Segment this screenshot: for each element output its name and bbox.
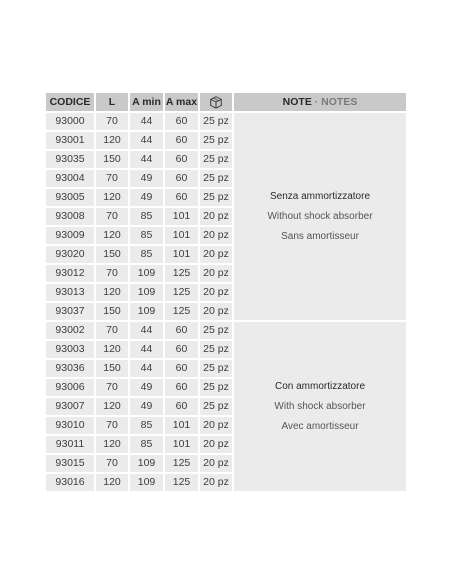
a-max-cell: 125 bbox=[165, 284, 200, 303]
a-max-cell: 60 bbox=[165, 170, 200, 189]
code-cell: 93037 bbox=[46, 303, 96, 322]
a-min-cell: 109 bbox=[130, 284, 165, 303]
length-cell: 120 bbox=[96, 341, 130, 360]
length-cell: 70 bbox=[96, 379, 130, 398]
table-body bbox=[46, 113, 406, 493]
a-max-cell: 101 bbox=[165, 227, 200, 246]
box-icon bbox=[209, 95, 223, 109]
a-max-cell: 101 bbox=[165, 208, 200, 227]
a-max-cell: 125 bbox=[165, 303, 200, 322]
a-min-cell: 85 bbox=[130, 208, 165, 227]
package-cell: 25 pz bbox=[200, 379, 234, 398]
a-min-cell: 49 bbox=[130, 379, 165, 398]
note-line: Con ammortizzatore bbox=[274, 380, 366, 392]
note-line: With shock absorber bbox=[274, 400, 366, 412]
a-max-cell: 60 bbox=[165, 113, 200, 132]
code-cell: 93016 bbox=[46, 474, 96, 493]
length-cell: 70 bbox=[96, 208, 130, 227]
length-cell: 120 bbox=[96, 132, 130, 151]
code-cell: 93004 bbox=[46, 170, 96, 189]
length-cell: 150 bbox=[96, 360, 130, 379]
a-min-cell: 109 bbox=[130, 455, 165, 474]
package-cell: 20 pz bbox=[200, 436, 234, 455]
package-cell: 20 pz bbox=[200, 284, 234, 303]
code-cell: 93009 bbox=[46, 227, 96, 246]
code-cell: 93035 bbox=[46, 151, 96, 170]
a-min-cell: 44 bbox=[130, 360, 165, 379]
a-max-cell: 60 bbox=[165, 151, 200, 170]
package-cell: 20 pz bbox=[200, 265, 234, 284]
a-max-cell: 125 bbox=[165, 265, 200, 284]
code-cell: 93012 bbox=[46, 265, 96, 284]
package-cell: 25 pz bbox=[200, 170, 234, 189]
length-cell: 150 bbox=[96, 151, 130, 170]
package-cell: 20 pz bbox=[200, 227, 234, 246]
a-min-cell: 85 bbox=[130, 246, 165, 265]
code-cell: 93036 bbox=[46, 360, 96, 379]
header-a-min: A min bbox=[130, 93, 165, 113]
a-min-cell: 44 bbox=[130, 151, 165, 170]
header-notes bbox=[234, 93, 406, 113]
package-cell: 25 pz bbox=[200, 113, 234, 132]
table-row bbox=[46, 113, 406, 132]
a-min-cell: 49 bbox=[130, 398, 165, 417]
length-cell: 120 bbox=[96, 398, 130, 417]
a-max-cell: 125 bbox=[165, 455, 200, 474]
code-cell: 93002 bbox=[46, 322, 96, 341]
package-cell: 25 pz bbox=[200, 151, 234, 170]
length-cell: 120 bbox=[96, 436, 130, 455]
length-cell: 70 bbox=[96, 265, 130, 284]
package-cell: 20 pz bbox=[200, 474, 234, 493]
a-max-cell: 125 bbox=[165, 474, 200, 493]
a-max-cell: 101 bbox=[165, 417, 200, 436]
code-cell: 93003 bbox=[46, 341, 96, 360]
a-min-cell: 85 bbox=[130, 436, 165, 455]
length-cell: 70 bbox=[96, 417, 130, 436]
package-cell: 20 pz bbox=[200, 303, 234, 322]
code-cell: 93006 bbox=[46, 379, 96, 398]
a-max-cell: 60 bbox=[165, 189, 200, 208]
notes-cell bbox=[234, 322, 406, 493]
length-cell: 150 bbox=[96, 246, 130, 265]
length-cell: 120 bbox=[96, 284, 130, 303]
notes-cell bbox=[234, 113, 406, 322]
package-cell: 20 pz bbox=[200, 455, 234, 474]
package-cell: 25 pz bbox=[200, 132, 234, 151]
length-cell: 120 bbox=[96, 189, 130, 208]
code-cell: 93020 bbox=[46, 246, 96, 265]
code-cell: 93000 bbox=[46, 113, 96, 132]
header-notes-sub: NOTES bbox=[321, 96, 358, 108]
header-notes-separator: · bbox=[311, 96, 322, 108]
code-cell: 93011 bbox=[46, 436, 96, 455]
package-cell: 20 pz bbox=[200, 208, 234, 227]
product-table-container bbox=[46, 93, 406, 493]
length-cell: 70 bbox=[96, 113, 130, 132]
package-cell: 20 pz bbox=[200, 417, 234, 436]
product-table bbox=[46, 93, 406, 493]
code-cell: 93001 bbox=[46, 132, 96, 151]
package-cell: 20 pz bbox=[200, 246, 234, 265]
package-cell: 25 pz bbox=[200, 189, 234, 208]
a-max-cell: 60 bbox=[165, 132, 200, 151]
header-length: L bbox=[96, 93, 130, 113]
a-max-cell: 101 bbox=[165, 246, 200, 265]
code-cell: 93005 bbox=[46, 189, 96, 208]
length-cell: 70 bbox=[96, 322, 130, 341]
a-min-cell: 109 bbox=[130, 474, 165, 493]
a-min-cell: 109 bbox=[130, 265, 165, 284]
a-min-cell: 85 bbox=[130, 417, 165, 436]
code-cell: 93010 bbox=[46, 417, 96, 436]
package-cell: 25 pz bbox=[200, 398, 234, 417]
a-max-cell: 60 bbox=[165, 341, 200, 360]
package-cell: 25 pz bbox=[200, 341, 234, 360]
code-cell: 93008 bbox=[46, 208, 96, 227]
a-max-cell: 60 bbox=[165, 379, 200, 398]
a-min-cell: 49 bbox=[130, 170, 165, 189]
note-line: Senza ammortizzatore bbox=[269, 190, 371, 202]
note-line: Sans amortisseur bbox=[281, 230, 359, 242]
table-row bbox=[46, 322, 406, 341]
package-cell: 25 pz bbox=[200, 322, 234, 341]
a-max-cell: 60 bbox=[165, 360, 200, 379]
a-min-cell: 109 bbox=[130, 303, 165, 322]
note-line: Without shock absorber bbox=[267, 210, 373, 222]
length-cell: 150 bbox=[96, 303, 130, 322]
code-cell: 93015 bbox=[46, 455, 96, 474]
length-cell: 120 bbox=[96, 227, 130, 246]
length-cell: 70 bbox=[96, 455, 130, 474]
a-min-cell: 44 bbox=[130, 113, 165, 132]
a-min-cell: 44 bbox=[130, 132, 165, 151]
header-code: CODICE bbox=[46, 93, 96, 113]
header-a-max: A max bbox=[165, 93, 200, 113]
a-max-cell: 101 bbox=[165, 436, 200, 455]
package-cell: 25 pz bbox=[200, 360, 234, 379]
note-line: Avec amortisseur bbox=[281, 420, 359, 432]
code-cell: 93013 bbox=[46, 284, 96, 303]
a-min-cell: 44 bbox=[130, 322, 165, 341]
length-cell: 120 bbox=[96, 474, 130, 493]
code-cell: 93007 bbox=[46, 398, 96, 417]
a-max-cell: 60 bbox=[165, 398, 200, 417]
length-cell: 70 bbox=[96, 170, 130, 189]
table-header-row bbox=[46, 93, 406, 113]
a-min-cell: 49 bbox=[130, 189, 165, 208]
header-notes-main: NOTE bbox=[282, 96, 312, 108]
a-max-cell: 60 bbox=[165, 322, 200, 341]
header-package bbox=[200, 93, 234, 113]
a-min-cell: 85 bbox=[130, 227, 165, 246]
a-min-cell: 44 bbox=[130, 341, 165, 360]
